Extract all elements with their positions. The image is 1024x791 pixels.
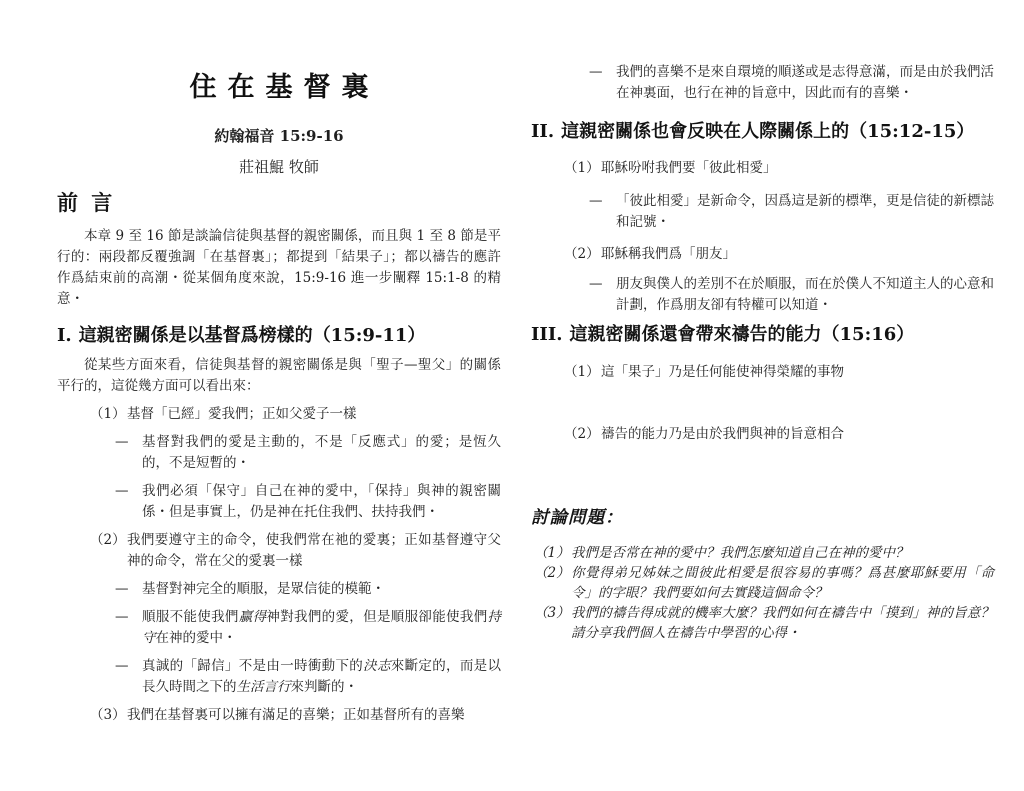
point-2-1-number: （1） <box>564 160 600 176</box>
section-1-verse-ref: （15:9-11） <box>312 325 426 346</box>
point-1-3-number: （3） <box>90 707 126 723</box>
point-1-3-sub-1-text: 我們的喜樂不是來自環境的順遂或是志得意滿，而是由於我們活在神裏面，也行在神的旨意中，因此而有的喜樂・ <box>616 64 994 101</box>
point-1-2-sub-3 <box>115 656 501 698</box>
point-1-2-number: （2） <box>90 532 126 548</box>
point-3-2-text: 禱告的能力乃是由於我們與神的旨意相合 <box>601 426 844 442</box>
dash-bullet: — <box>115 581 129 597</box>
question-1-number: （1） <box>534 545 570 561</box>
point-3-2 <box>564 424 994 445</box>
dash-bullet: — <box>589 64 603 80</box>
dash-bullet: — <box>115 658 129 674</box>
preface-heading: 前 言 <box>57 190 116 215</box>
dash-bullet: — <box>115 609 129 625</box>
point-1-2-sub-2-text: 順服不能使我們贏得神對我們的愛，但是順服卻能使我們持守在神的愛中・ <box>142 609 502 646</box>
point-3-1-text: 這「果子」乃是任何能使神得榮耀的事物 <box>601 364 844 380</box>
section-2-title: 這親密關係也會反映在人際關係上的 <box>561 121 850 142</box>
question-2-text: 你覺得弟兄姊妹之間彼此相愛是很容易的事嗎？爲甚麼耶穌要用「命令」的字眼？我們要如何去實踐這個命令？ <box>571 565 994 601</box>
point-2-1-text: 耶穌吩咐我們要「彼此相愛」 <box>601 160 777 176</box>
section-3-verse-ref: （15:16） <box>821 324 915 345</box>
point-3-2-number: （2） <box>564 426 600 442</box>
point-1-3-text: 我們在基督裏可以擁有滿足的喜樂；正如基督所有的喜樂 <box>127 707 465 723</box>
question-3-number: （3） <box>534 605 570 621</box>
section-1-label: I. <box>57 325 72 346</box>
section-3-label: III. <box>531 324 563 345</box>
point-1-2-text: 我們要遵守主的命令，使我們常在祂的愛裏；正如基督遵守父神的命令，常在父的愛裏一樣 <box>127 532 501 569</box>
point-1-1 <box>90 404 501 425</box>
section-2-heading <box>531 119 994 145</box>
preface-paragraph: 本章 9 至 16 節是談論信徒與基督的親密關係，而且與 1 至 8 節是平行的：兩段都反覆強調「在基督裏」；都提到「結果子」；都以禱告的應許作爲結束前的高潮・從某個角度來說，15:9-16 進一步闡釋 15:1-8 的精意・ <box>57 228 501 307</box>
author-name: 莊祖鯤 牧師 <box>239 158 319 176</box>
discussion-question-3 <box>534 603 994 643</box>
section-2-label: II. <box>531 121 555 142</box>
point-3-1 <box>564 362 994 383</box>
right-column <box>531 58 994 643</box>
point-1-2-sub-1-text: 基督對神完全的順服，是眾信徒的模範・ <box>142 581 385 597</box>
point-1-2 <box>90 530 501 572</box>
point-2-1-sub-1-text: 「彼此相愛」是新命令，因爲這是新的標準，更是信徒的新標誌和記號・ <box>616 193 994 230</box>
point-2-2-sub-1-text: 朋友與僕人的差別不在於順服，而在於僕人不知道主人的心意和計劃，作爲朋友卻有特權可以知道・ <box>616 276 994 313</box>
point-2-2-sub-1 <box>589 274 994 316</box>
point-1-3-sub-1 <box>589 62 994 104</box>
point-1-1-sub-1 <box>115 432 501 474</box>
point-1-1-sub-2-text: 我們必須「保守」自己在神的愛中，「保持」與神的親密關係・但是事實上，仍是神在托住我們、扶持我們・ <box>142 483 501 520</box>
section-1-intro: 從某些方面來看，信徒與基督的親密關係是與「聖子—聖父」的關係平行的，這從幾方面可以看出來： <box>57 357 501 394</box>
point-2-1 <box>564 158 994 179</box>
question-2-number: （2） <box>534 565 570 581</box>
point-2-2 <box>564 244 994 265</box>
dash-bullet: — <box>589 276 603 292</box>
section-1-title: 這親密關係是以基督爲榜樣的 <box>78 325 313 346</box>
question-1-text: 我們是否常在神的愛中？我們怎麼知道自己在神的愛中？ <box>571 545 909 561</box>
question-3-text: 我們的禱告得成就的機率大麼？我們如何在禱告中「摸到」神的旨意？請分享我們個人在禱告中學習的心得・ <box>571 605 994 641</box>
section-1-heading <box>57 323 501 349</box>
dash-bullet: — <box>115 483 129 499</box>
point-1-1-text: 基督「已經」愛我們；正如父愛子一樣 <box>127 406 357 422</box>
section-3-title: 這親密關係還會帶來禱告的能力 <box>569 324 822 345</box>
section-3-heading <box>531 322 994 348</box>
scripture-reference: 約翰福音 15:9-16 <box>214 127 344 145</box>
dash-bullet: — <box>589 193 603 209</box>
point-1-2-sub-3-text: 真誠的「歸信」不是由一時衝動下的決志來斷定的，而是以長久時間之下的生活言行來判斷的・ <box>142 658 502 695</box>
point-1-1-sub-1-text: 基督對我們的愛是主動的，不是「反應式」的愛；是恆久的，不是短暫的・ <box>142 434 501 471</box>
dash-bullet: — <box>115 434 129 450</box>
point-1-2-sub-1 <box>115 579 501 600</box>
point-1-1-number: （1） <box>90 406 126 422</box>
left-column <box>57 58 501 726</box>
point-2-2-text: 耶穌稱我們爲「朋友」 <box>601 246 736 262</box>
document-title: 住在基督裏 <box>189 72 380 103</box>
point-1-1-sub-2 <box>115 481 501 523</box>
point-2-2-number: （2） <box>564 246 600 262</box>
discussion-question-2 <box>534 563 994 603</box>
discussion-question-1 <box>534 543 994 563</box>
discussion-heading: 討論問題： <box>531 508 624 528</box>
point-1-2-sub-2 <box>115 607 501 649</box>
point-3-1-number: （1） <box>564 364 600 380</box>
section-2-verse-ref: （15:12-15） <box>849 121 975 142</box>
point-1-3 <box>90 705 501 726</box>
point-2-1-sub-1 <box>589 191 994 233</box>
